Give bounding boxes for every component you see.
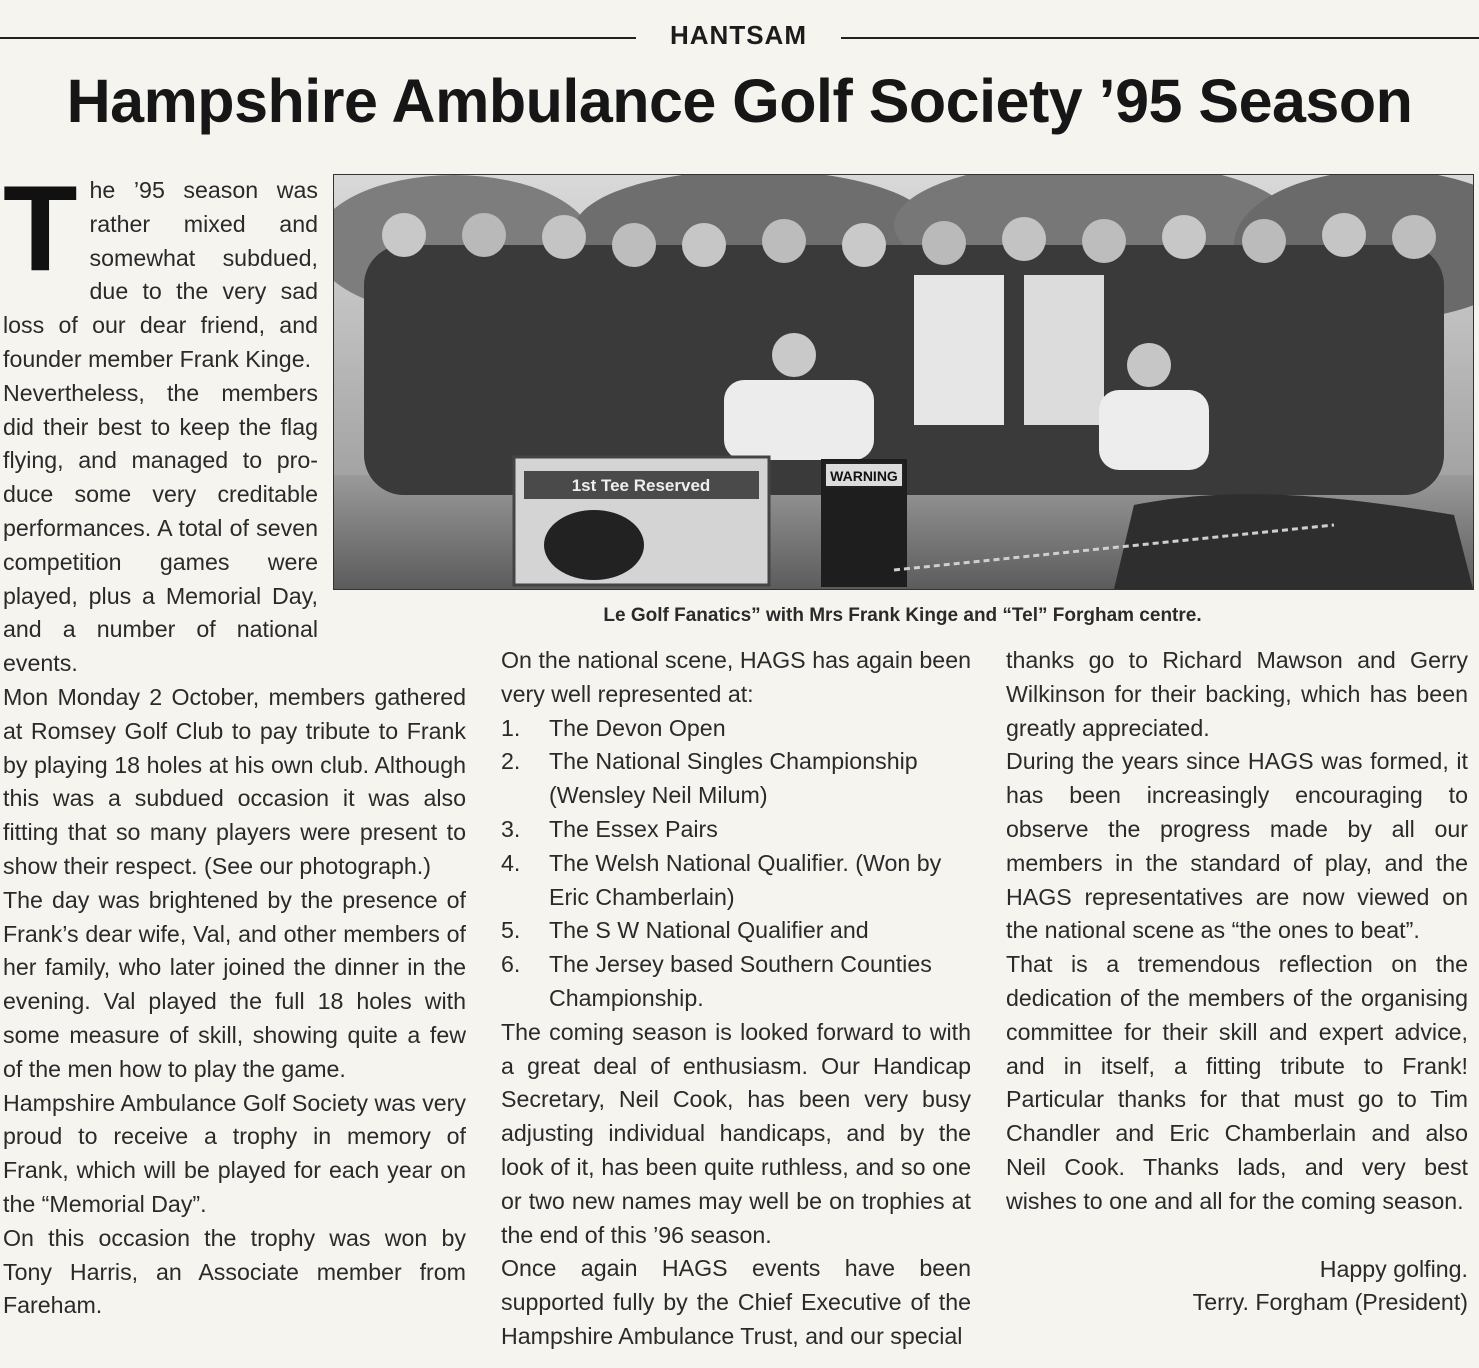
list-text: The Welsh National Qualifier. (Won by Eric Chamberlain) — [549, 849, 942, 910]
signoff-block — [1006, 1253, 1468, 1321]
intro-block — [3, 160, 318, 377]
list-item — [501, 745, 971, 813]
drop-cap: T — [3, 160, 78, 296]
body-paragraph: Nevertheless, the members did their best to keep the flag flying, and managed to pro-duce some very creditable performances. A total of seven competition games were played, plus a Memorial Day, and a number of national events. — [3, 379, 318, 677]
body-paragraph: The coming season is looked forward to with a great deal of enthusiasm. Our Handicap Secretary, Neil Cook, has been very busy adjusting individual handicaps, and by the look of it, has been quite ruthless, and so one or two new names may well be on trophies at the end of this ’96 season. — [501, 1018, 971, 1248]
list-item — [501, 813, 971, 847]
body-paragraph: During the years since HAGS was formed, it has been increasingly encouraging to observe the progress made by all our members in the standard of play, and the HAGS representatives are now viewed on the national scene as “the ones to beat”. — [1006, 748, 1468, 944]
list-item — [501, 712, 971, 746]
body-paragraph: On this occasion the trophy was won by Tony Harris, an Associate member from Fareham. — [3, 1224, 466, 1319]
list-text: The Jersey based Southern Counties Championship. — [549, 951, 932, 1011]
photo-caption: Le Golf Fanatics” with Mrs Frank Kinge and “Tel” Forgham centre. — [603, 605, 1202, 626]
right-column — [1006, 644, 1468, 1320]
tee-sign — [514, 457, 769, 585]
body-paragraph: On the national scene, HAGS has again been very well represented at: — [501, 647, 971, 707]
header-rule-left — [0, 37, 636, 39]
intro-paragraph: he ’95 season was rather mixed and somewhat subdued, due to the very sad loss of our dear friend, and founder member Frank Kinge. — [3, 177, 318, 372]
body-paragraph: Mon Monday 2 October, members gathered at Romsey Golf Club to pay tribute to Frank by playing 18 holes at his own club. Although this was a subdued occasion it was also fitting that so many players were present to show their respect. (See our photograph.) — [3, 683, 466, 879]
list-text: The National Singles Championship (Wensley Neil Milum) — [549, 748, 918, 809]
events-list — [501, 712, 971, 1016]
page-title: Hampshire Ambulance Golf Society ’95 Season — [66, 67, 1413, 135]
signoff-text: Happy golfing. — [1319, 1255, 1468, 1282]
body-paragraph: Once again HAGS events have been supported fully by the Chief Executive of the Hampshire Ambulance Trust, and our special — [501, 1255, 971, 1349]
standing-group — [364, 213, 1444, 495]
list-number: 2. — [501, 748, 521, 775]
paragraph-block-narrow — [3, 377, 318, 681]
list-number: 1. — [501, 714, 521, 741]
warning-sign — [821, 459, 907, 587]
tee-sign-text: 1st Tee Reserved — [571, 476, 711, 495]
list-item — [501, 847, 971, 915]
group-photograph — [333, 174, 1474, 590]
list-number: 6. — [501, 951, 521, 978]
list-number: 5. — [501, 917, 521, 944]
list-item — [501, 948, 971, 1016]
list-text: The Devon Open — [549, 714, 726, 741]
body-paragraph: The day was brightened by the presence of Frank’s dear wife, Val, and other members of her family, who later joined the dinner in the evening. Val played the full 18 holes with some measure of skill, showing quite a few of the men how to play the game. — [3, 886, 466, 1082]
body-paragraph: That is a tremendous reflection on the dedication of the members of the organising committee for their skill and expert advice, and in itself, a fitting tribute to Frank! Particular thanks for that must go to Tim Chandler and Eric Chamberlain and also Neil Cook. Thanks lads, and very best wishes to one and all for the coming season. — [1006, 951, 1468, 1214]
middle-column — [501, 644, 971, 1354]
list-number: 3. — [501, 815, 521, 842]
list-item — [501, 914, 971, 948]
body-paragraph: Hampshire Ambulance Golf Society was very proud to receive a trophy in memory of Frank, which will be played for each year on the “Memorial Day”. — [3, 1089, 466, 1217]
list-text: The S W National Qualifier and — [549, 917, 869, 944]
list-text: The Essex Pairs — [549, 815, 718, 842]
section-label: HANTSAM — [670, 20, 807, 50]
list-number: 4. — [501, 849, 521, 876]
signature: Terry. Forgham (President) — [1192, 1289, 1468, 1316]
warning-sign-text: WARNING — [830, 468, 898, 484]
body-paragraph: thanks go to Richard Mawson and Gerry Wilkinson for their backing, which has been greatly appreciated. — [1006, 647, 1468, 741]
header-rule-right — [841, 37, 1479, 39]
